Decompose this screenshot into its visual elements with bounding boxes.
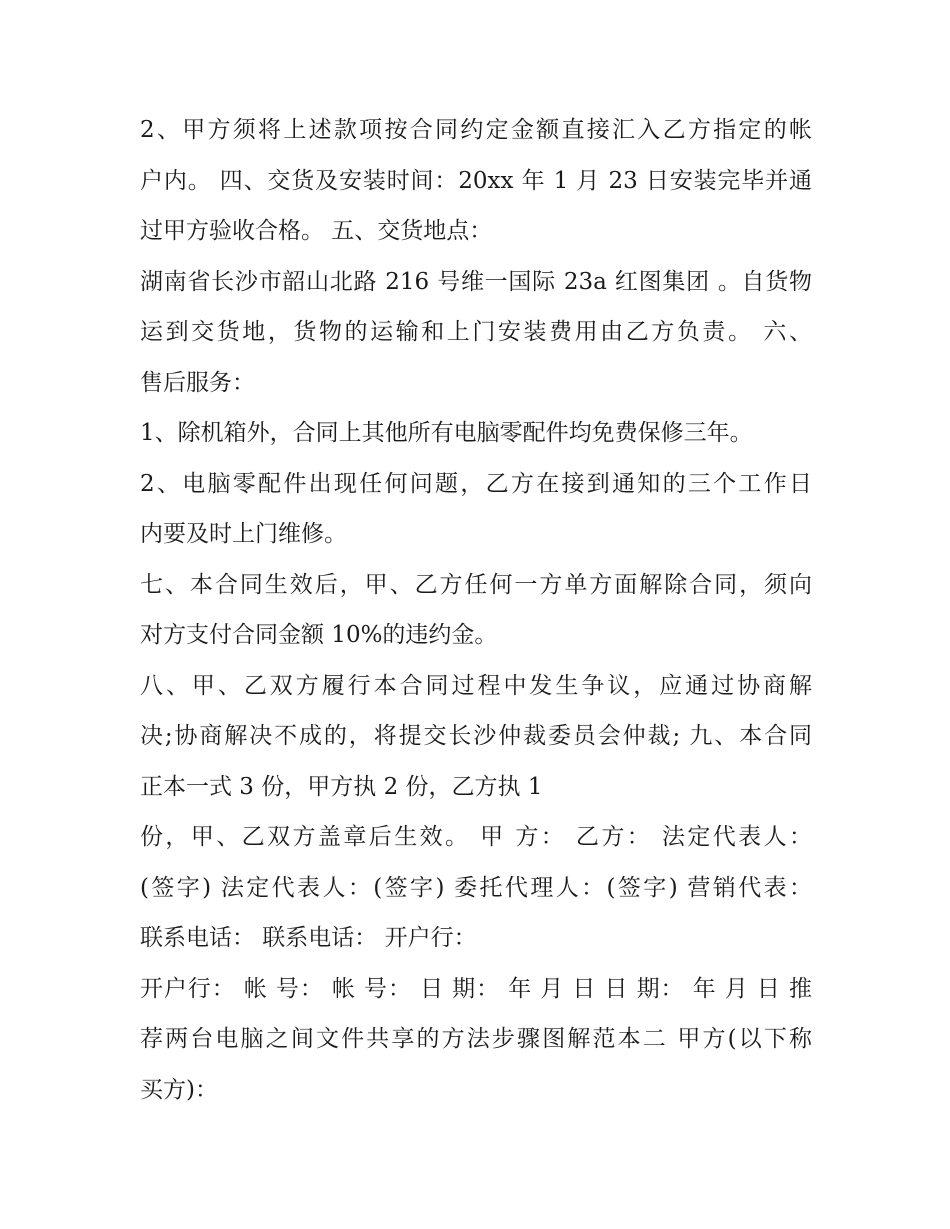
text-line-7: 1、除机箱外，合同上其他所有电脑零配件均免费保修三年。: [140, 420, 753, 446]
text-line-14: 正本一式 3 份，甲方执 2 份，乙方执 1: [140, 773, 543, 800]
text-line-4: 湖南省长沙市韶山北路 216 号维一国际 23a 红图集团 。自货物: [140, 268, 812, 295]
text-line-6: 售后服务：: [140, 369, 255, 396]
text-line-1: 2、甲方须将上述款项按合同约定金额直接汇入乙方指定的帐: [140, 117, 812, 143]
text-line-3: 过甲方验收合格。 五、交货地点：: [140, 218, 493, 244]
text-line-10: 七、本合同生效后，甲、乙方任何一方单方面解除合同，须向: [140, 571, 812, 598]
text-line-17: 联系电话： 联系电话： 开户行：: [140, 925, 477, 951]
text-line-20: 买方)：: [140, 1076, 218, 1103]
text-line-18: 开户行： 帐 号： 帐 号： 日 期： 年 月 日 日 期： 年 月 日 推: [140, 975, 812, 1002]
text-line-12: 八、甲、乙双方履行本合同过程中发生争议，应通过协商解: [140, 672, 812, 699]
text-line-8: 2、电脑零配件出现任何问题，乙方在接到通知的三个工作日: [140, 470, 812, 497]
text-line-9: 内要及时上门维修。: [140, 521, 347, 547]
text-line-13: 决;协商解决不成的，将提交长沙仲裁委员会仲裁; 九、本合同: [140, 723, 812, 749]
document-body: [140, 105, 812, 1115]
text-line-16: (签字) 法定代表人：(签字) 委托代理人：(签字) 营销代表：: [140, 874, 812, 901]
text-line-11: 对方支付合同金额 10%的违约金。: [140, 622, 498, 648]
text-line-5: 运到交货地，货物的运输和上门安装费用由乙方负责。 六、: [140, 319, 812, 345]
text-line-2: 户内。 四、交货及安装时间：20xx 年 1 月 23 日安装完毕并通: [140, 167, 812, 194]
text-line-19: 荐两台电脑之间文件共享的方法步骤图解范本二 甲方(以下称: [140, 1026, 812, 1052]
text-line-15: 份，甲、乙双方盖章后生效。 甲 方： 乙方： 法定代表人：: [140, 824, 812, 850]
